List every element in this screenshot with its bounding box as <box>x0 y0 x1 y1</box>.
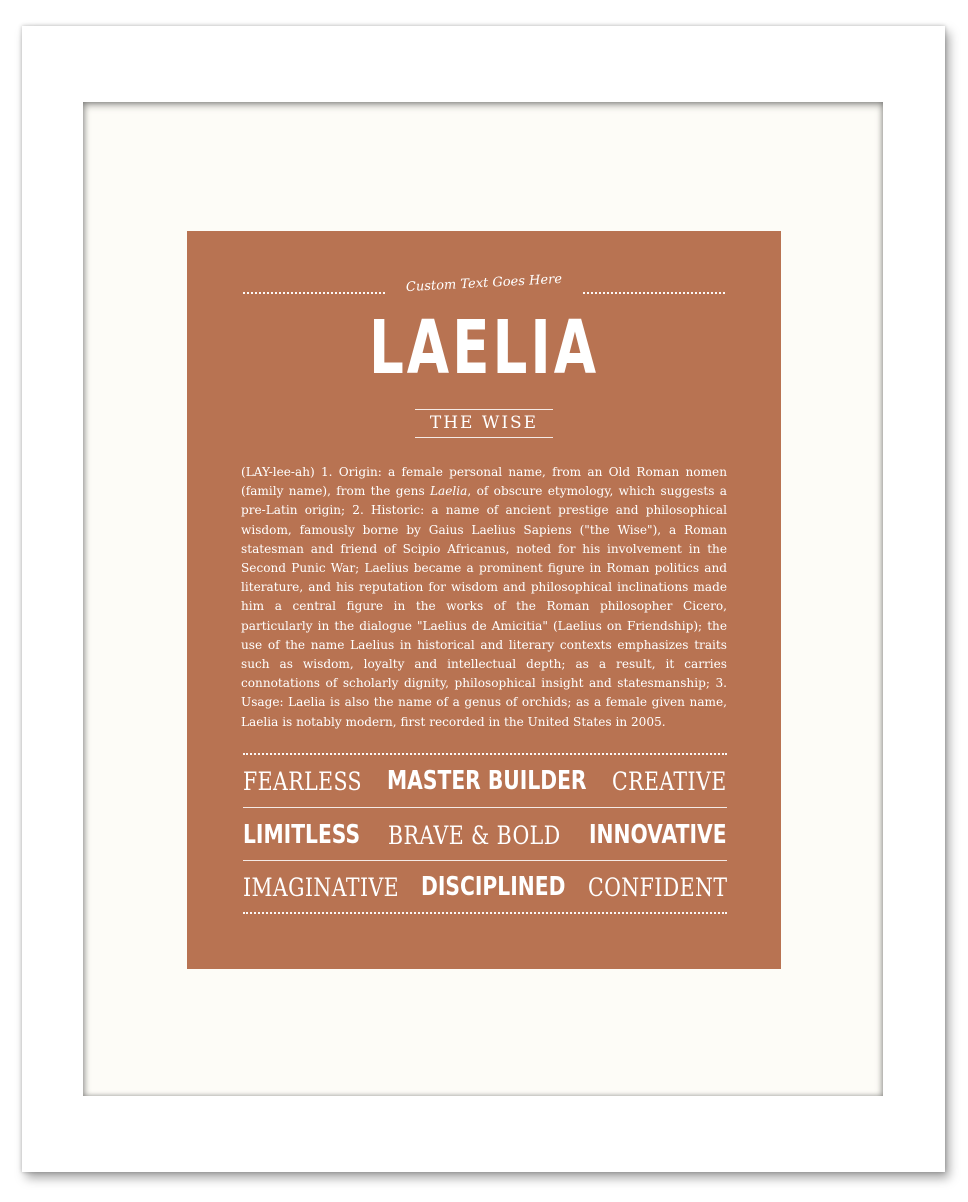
trait-line <box>243 867 727 907</box>
trait-word: MASTER BUILDER <box>387 766 587 796</box>
epithet-top-rule <box>415 409 553 410</box>
definition-part-2: , of obscure etymology, which suggests a pre-Latin origin; 2. Historic: a name of ancient prestige and philosophical wisdom, famously borne by Gaius Laelius Sapiens ("the Wise"), a Roman statesman and friend of Scipio Africanus, noted for his involvement in the Second Punic War; Laelius became a prominent figure in Roman politics and literature, and his reputation for wisdom and philosophical inclinations made him a central figure in the works of the Roman philosopher Cicero, particularly in the dialogue "Laelius de Amicitia" (Laelius on Friendship); the use of the name Laelius in historical and literary contexts emphasizes traits such as wisdom, loyalty and intellectual depth; as a result, it carries connotations of scholarly dignity, philosophical insight and statesmanship; 3. Usage: Laelia is also the name of a genus of orchids; as a female given name, Laelia is notably modern, first recorded in the United States in 2005. <box>241 484 727 729</box>
traits-bottom-dotted-rule <box>243 912 727 914</box>
traits-divider-2 <box>243 860 727 861</box>
traits-top-dotted-rule <box>243 753 727 755</box>
definition-text <box>241 463 727 732</box>
epithet: THE WISE <box>429 413 539 433</box>
traits-divider-1 <box>243 807 727 808</box>
trait-word: INNOVATIVE <box>589 820 727 850</box>
trait-word: IMAGINATIVE <box>243 872 400 902</box>
trait-word: DISCIPLINED <box>421 872 566 902</box>
name-print <box>187 231 781 969</box>
trait-line <box>243 815 727 855</box>
epithet-bottom-rule <box>415 437 553 438</box>
trait-word: BRAVE & BOLD <box>388 820 562 850</box>
trait-word: CREATIVE <box>612 766 727 796</box>
trait-word: FEARLESS <box>243 766 363 796</box>
trait-word: LIMITLESS <box>243 820 361 850</box>
custom-text: Custom Text Goes Here <box>405 271 563 296</box>
name-title: LAELIA <box>368 305 600 391</box>
trait-word: CONFIDENT <box>587 872 727 902</box>
trait-line <box>243 761 727 801</box>
definition-part-1: (LAY-lee-ah) 1. Origin: a female personal name, from an Old Roman nomen (family name), from the gens <box>241 465 727 499</box>
top-right-dotted-rule <box>583 292 725 294</box>
definition-italic-name: Laelia <box>430 484 468 499</box>
